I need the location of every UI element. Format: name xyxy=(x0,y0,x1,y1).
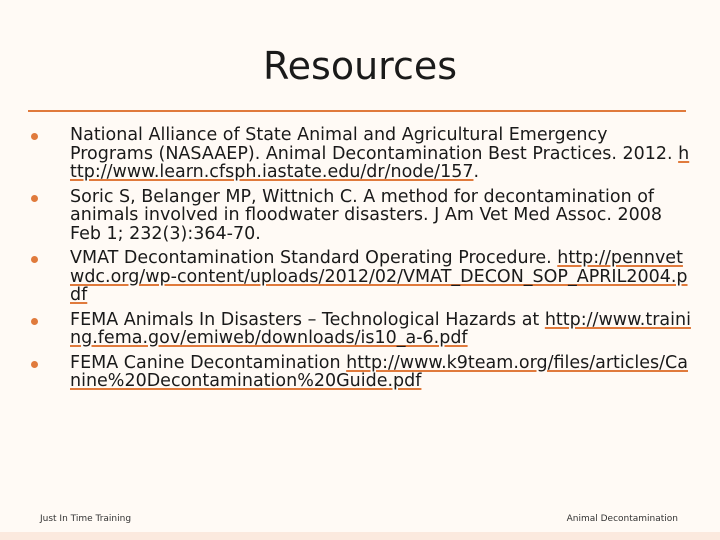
bullet-icon xyxy=(31,318,38,325)
bullet-icon xyxy=(31,133,38,140)
reference-item xyxy=(28,188,694,244)
footer-left: Just In Time Training xyxy=(40,514,132,524)
bottom-band xyxy=(0,532,720,540)
reference-link[interactable]: http://www.k9team.org/files/articles/Canine%20Decontamination%20Guide.pdf xyxy=(70,352,688,391)
reference-text: National Alliance of State Animal and Agricultural Emergency Programs (NASAAEP). Animal Decontamination Best Practices. 2012. xyxy=(70,125,679,164)
reference-text: FEMA Animals In Disasters – Technological Hazards at xyxy=(70,309,545,330)
reference-suffix: . xyxy=(473,162,480,182)
reference-item xyxy=(28,126,694,182)
reference-item xyxy=(28,311,694,348)
reference-text: FEMA Canine Decontamination xyxy=(70,352,347,373)
reference-text: Soric S, Belanger MP, Wittnich C. A method for decontamination of animals involved in floodwater disasters. J Am Vet Med Assoc. 2008 Feb 1; 232(3):364-70. xyxy=(70,186,662,244)
footer-right: Animal Decontamination xyxy=(566,514,678,524)
reference-text: VMAT Decontamination Standard Operating Procedure. xyxy=(70,248,558,268)
reference-link[interactable]: http://www.learn.cfsph.iastate.edu/dr/node/157 xyxy=(70,143,690,182)
slide-title: Resources xyxy=(262,44,458,88)
title-divider xyxy=(28,110,686,112)
reference-link[interactable]: http://pennvetwdc.org/wp-content/uploads/2012/02/VMAT_DECON_SOP_APRIL2004.pdf xyxy=(70,248,688,305)
bullet-icon xyxy=(31,361,38,368)
bullet-icon xyxy=(31,256,38,263)
reference-list xyxy=(28,126,694,397)
reference-item xyxy=(28,249,694,305)
bullet-icon xyxy=(31,195,38,202)
reference-link[interactable]: http://www.training.fema.gov/emiweb/downloads/is10_a-6.pdf xyxy=(70,309,691,348)
reference-item xyxy=(28,354,694,391)
